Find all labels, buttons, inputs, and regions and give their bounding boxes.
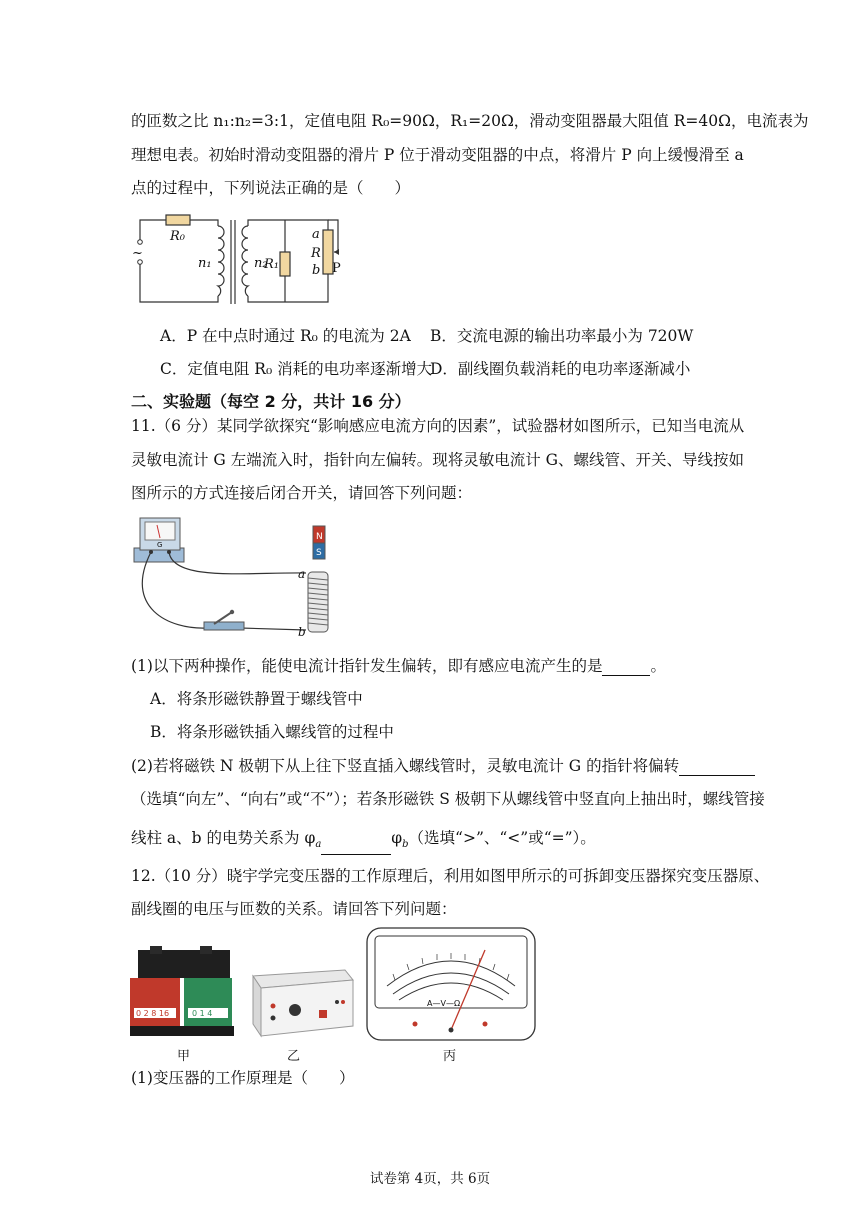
q11-part2-line2: （选填“向左”、“向右”或“不”）；若条形磁铁 S 极朝下从螺线管中竖直向上抽出时，螺线管接 [131,790,765,808]
q10-line1: 的匝数之比 n₁:n₂=3:1，定值电阻 R₀=90Ω，R₁=20Ω，滑动变阻器最大阻值 R=40Ω，电流表为 [131,112,809,130]
meter-scale-label: A—V—Ω [427,999,461,1008]
caption-jia: 甲 [177,1049,191,1064]
secondary-coil-taps: 0 1 4 [192,1009,213,1018]
q10-option-c: C．定值电阻 R₀ 消耗的电功率逐渐增大 [160,360,433,378]
q12-line1: 12.（10 分）晓宇学完变压器的工作原理后，利用如图甲所示的可拆卸变压器探究变压器原、 [131,867,770,885]
magnet-n-label: N [316,532,323,542]
multimeter-dial-figure [365,926,537,1042]
caption-yi: 乙 [287,1049,301,1064]
galvanometer-solenoid-figure [128,512,343,640]
q10-line2: 理想电表。初始时滑动变阻器的滑片 P 位于滑动变阻器的中点，将滑片 P 向上缓慢滑至 a [131,146,744,164]
detachable-transformer-photo [128,946,238,1042]
q11-part2-line3: 线柱 a、b 的电势关系为 $\varphi_a$ $\varphi_b$（选填“>”、“<”或“=”）。 [131,828,596,855]
label-n1: n₁ [198,256,212,271]
label-n2: n₂ [254,256,268,271]
section-title: 二、实验题（每空 2 分，共计 16 分） [131,392,411,411]
q11-line2: 灵敏电流计 G 左端流入时，指针向左偏转。现将灵敏电流计 G、螺线管、开关、导线按如 [131,451,745,469]
q12-line2: 副线圈的电压与匝数的关系。请回答下列问题： [131,900,457,918]
q11-part1-text: (1)以下两种操作，能使电流计指针发生偏转，即有感应电流产生的是 [131,657,603,675]
galvanometer-label: G [157,541,163,549]
q11-part2-line1: (2)若将磁铁 N 极朝下从上往下竖直插入螺线管时，灵敏电流计 G 的指针将偏转 [131,756,755,776]
label-a: a [312,227,320,242]
label-r1: R₁ [264,257,279,272]
q10-option-b: B．交流电源的输出功率最小为 720W [430,327,694,345]
q10-option-d: D．副线圈负载消耗的电功率逐渐减小 [430,360,691,378]
caption-bing: 丙 [443,1049,457,1064]
label-r: R [311,246,321,261]
r0-resistor [166,215,190,225]
transformer-circuit-figure [128,212,343,307]
q11-part2-blank1[interactable] [679,759,755,776]
page-footer: 试卷第 4页，共 6页 [369,1171,491,1187]
power-supply-photo [245,966,355,1042]
q11-part1-option-a: A．将条形磁铁静置于螺线管中 [150,690,363,708]
label-r0: R₀ [170,229,185,244]
label-p: P [332,261,341,276]
primary-coil-taps: 0 2 8 16 [136,1009,170,1018]
q10-option-a: A．P 在中点时通过 R₀ 的电流为 2A [160,327,411,345]
q11-part2-blank2[interactable] [321,838,391,855]
q12-part1: (1)变压器的工作原理是（ ） [131,1069,355,1087]
q11-part1-blank[interactable] [602,659,650,676]
r1-resistor [280,252,290,276]
q10-line3: 点的过程中，下列说法正确的是（ ） [131,179,411,197]
label-b: b [312,263,321,278]
q11-part1: (1)以下两种操作，能使电流计指针发生偏转，即有感应电流产生的是 。 [131,657,666,675]
q11-line1: 11.（6 分）某同学欲探究“影响感应电流方向的因素”，试验器材如图所示，已知当电流从 [131,417,745,435]
q11-line3: 图所示的方式连接后闭合开关，请回答下列问题： [131,484,473,502]
magnet-s-label: S [316,548,322,558]
terminal-a-label: a [298,567,306,581]
ac-source-symbol: ~ [132,246,143,261]
q11-part1-option-b: B．将条形磁铁插入螺线管的过程中 [150,723,394,741]
terminal-b-label: b [298,625,306,639]
